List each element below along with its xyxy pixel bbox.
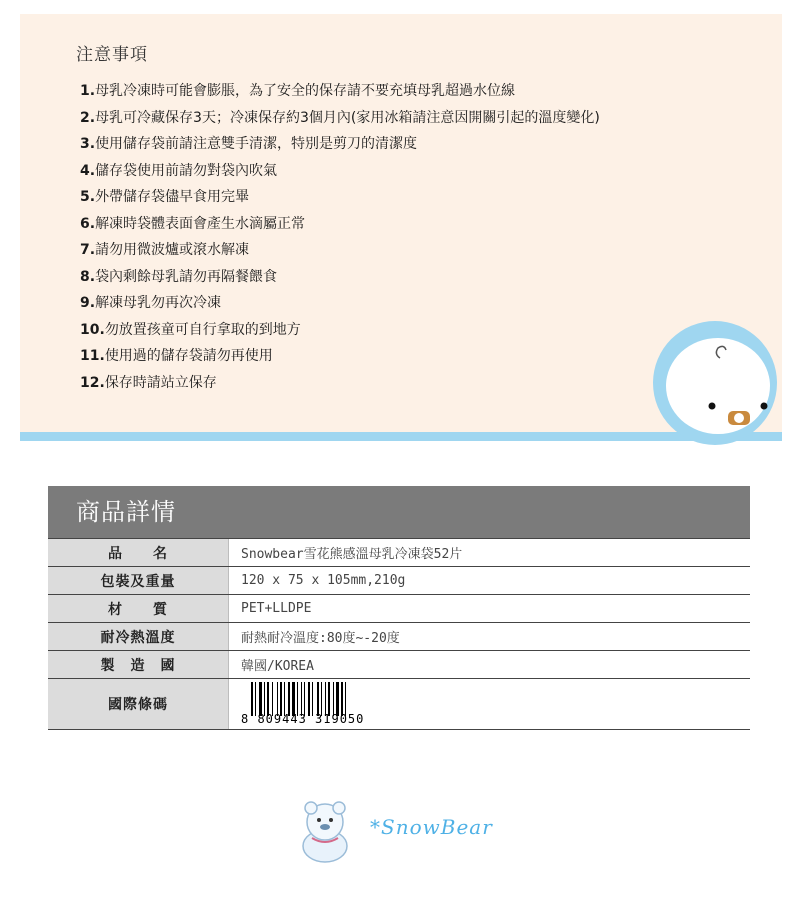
table-row — [48, 567, 750, 595]
row-label: 國際條碼 — [48, 679, 229, 729]
list-item: 5.外帶儲存袋儘早食用完畢 — [80, 189, 250, 205]
barcode-bars-icon — [241, 682, 411, 716]
row-value — [229, 679, 750, 729]
table-row — [48, 651, 750, 679]
list-item: 1.母乳冷凍時可能會膨脹，為了安全的保存請不要充填母乳超過水位線 — [80, 83, 516, 99]
list-item: 6.解凍時袋體表面會產生水滴屬正常 — [80, 215, 306, 232]
barcode — [241, 682, 411, 726]
row-value: 120 x 75 x 105mm,210g — [241, 573, 406, 588]
row-label: 包裝及重量 — [48, 567, 229, 594]
table-row — [48, 538, 750, 567]
row-value: PET+LLDPE — [241, 601, 312, 616]
product-details-table — [48, 486, 750, 730]
list-item: 7.請勿用微波爐或滾水解凍 — [80, 242, 250, 258]
list-item: 8.袋內剩餘母乳請勿再隔餐餵食 — [80, 268, 278, 285]
notice-title: 注意事項 — [76, 45, 148, 65]
row-label: 耐冷熱溫度 — [48, 623, 229, 650]
row-value: 韓國/KOREA — [241, 659, 314, 674]
row-value: Snowbear雪花熊感溫母乳冷凍袋52片 — [241, 547, 463, 562]
barcode-number: 8 809443 319050 — [241, 712, 365, 726]
table-row — [48, 623, 750, 651]
brand-name: *SnowBear — [370, 815, 493, 839]
notice-list — [80, 78, 600, 396]
row-label: 製 造 國 — [48, 651, 229, 678]
baby-face-icon — [650, 318, 780, 448]
list-item: 4.儲存袋使用前請勿對袋內吹氣 — [80, 162, 278, 179]
list-item: 9.解凍母乳勿再次冷凍 — [80, 295, 222, 311]
list-item: 11.使用過的儲存袋請勿再使用 — [80, 348, 273, 364]
row-label: 品 名 — [48, 539, 229, 566]
list-item: 10.勿放置孩童可自行拿取的到地方 — [80, 321, 301, 338]
list-item: 2.母乳可冷藏保存3天；冷凍保存約3個月內(家用冰箱請注意因開關引起的溫度變化) — [80, 109, 600, 126]
list-item: 3.使用儲存袋前請注意雙手清潔，特別是剪刀的清潔度 — [80, 136, 418, 152]
list-item: 12.保存時請站立保存 — [80, 374, 217, 391]
table-row — [48, 595, 750, 623]
row-label: 材 質 — [48, 595, 229, 622]
row-value: 耐熱耐冷溫度:80度~-20度 — [241, 631, 400, 646]
details-title: 商品詳情 — [48, 486, 750, 538]
table-row — [48, 679, 750, 730]
